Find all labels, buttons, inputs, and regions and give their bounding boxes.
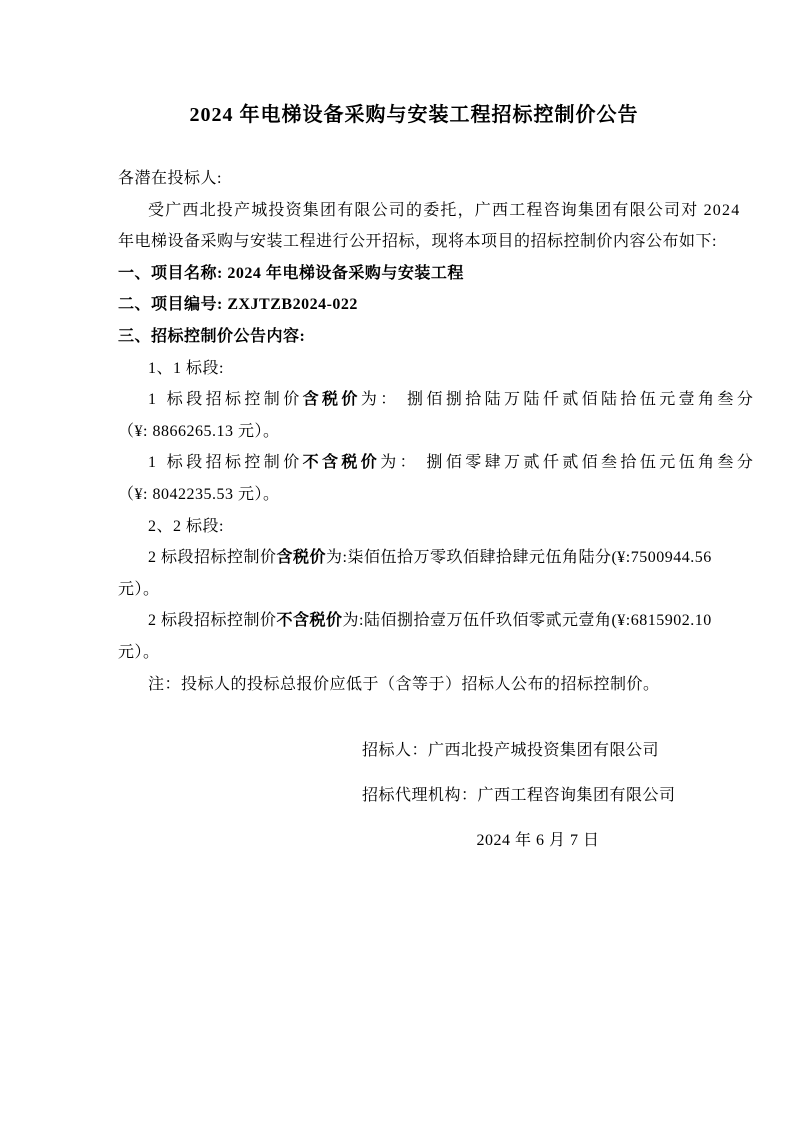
lot2-excl-tax-words: 为:陆佰捌拾壹万伍仟玖佰零贰元壹角(¥:6815902.10 xyxy=(342,612,712,630)
signature-block xyxy=(362,728,714,863)
salutation: 各潜在投标人: xyxy=(118,170,222,187)
agency-line: 招标代理机构：广西工程咨询集团有限公司 xyxy=(362,787,676,805)
tenderer-line: 招标人：广西北投产城投资集团有限公司 xyxy=(362,742,660,760)
lot1-incl-tax-words: 为： 捌佰捌拾陆万陆仟贰佰陆拾伍元壹角叁分 xyxy=(360,391,757,409)
lot1-excl-tax-amount: （¥: 8042235.53 元）。 xyxy=(118,485,280,503)
intro-line-2: 年电梯设备采购与安装工程进行公开招标，现将本项目的招标控制价内容公布如下: xyxy=(118,233,717,251)
lot1-excl-tax-term: 不含税价 xyxy=(302,454,381,472)
lot1-incl-tax-amount: （¥: 8866265.13 元）。 xyxy=(118,422,280,440)
lot2-incl-tax-continuation: 元）。 xyxy=(118,580,160,598)
lot2-excl-tax-line xyxy=(118,605,710,637)
intro-line-1: 受广西北投产城投资集团有限公司的委托，广西工程咨询集团有限公司对 2024 xyxy=(148,201,741,219)
lot1-incl-tax-term: 含税价 xyxy=(302,391,361,409)
lot2-excl-tax-term: 不含税价 xyxy=(276,612,343,630)
lot1-excl-tax-line xyxy=(118,447,757,479)
section-project-number: 二、项目编号: ZXJTZB2024-022 xyxy=(118,296,358,314)
lot2-incl-tax-words: 为:柒佰伍拾万零玖佰肆拾肆元伍角陆分(¥:7500944.56 xyxy=(326,549,712,567)
lot2-heading: 2、2 标段: xyxy=(148,517,224,535)
lot1-excl-tax-pre: 1 标段招标控制价 xyxy=(148,454,303,472)
note-line: 注：投标人的投标总报价应低于（含等于）招标人公布的招标控制价。 xyxy=(148,675,660,693)
lot2-excl-tax-pre: 2 标段招标控制价 xyxy=(148,612,277,630)
lot2-incl-tax-pre: 2 标段招标控制价 xyxy=(148,549,277,567)
lot2-excl-tax-continuation: 元）。 xyxy=(118,643,160,661)
lot1-heading: 1、1 标段: xyxy=(148,359,224,377)
lot1-incl-tax-pre: 1 标段招标控制价 xyxy=(148,391,303,409)
section-price-content: 三、招标控制价公告内容: xyxy=(118,327,306,345)
lot1-incl-tax-line xyxy=(118,384,757,416)
lot1-excl-tax-words: 为： 捌佰零肆万贰仟贰佰叁拾伍元伍角叁分 xyxy=(380,454,757,472)
section-project-name: 一、项目名称: 2024 年电梯设备采购与安装工程 xyxy=(118,264,464,282)
lot2-incl-tax-line xyxy=(118,542,710,574)
lot2-incl-tax-term: 含税价 xyxy=(276,549,327,567)
document-title: 2024 年电梯设备采购与安装工程招标控制价公告 xyxy=(189,104,639,126)
date-line: 2024 年 6 月 7 日 xyxy=(476,832,600,850)
document-body xyxy=(118,163,757,700)
